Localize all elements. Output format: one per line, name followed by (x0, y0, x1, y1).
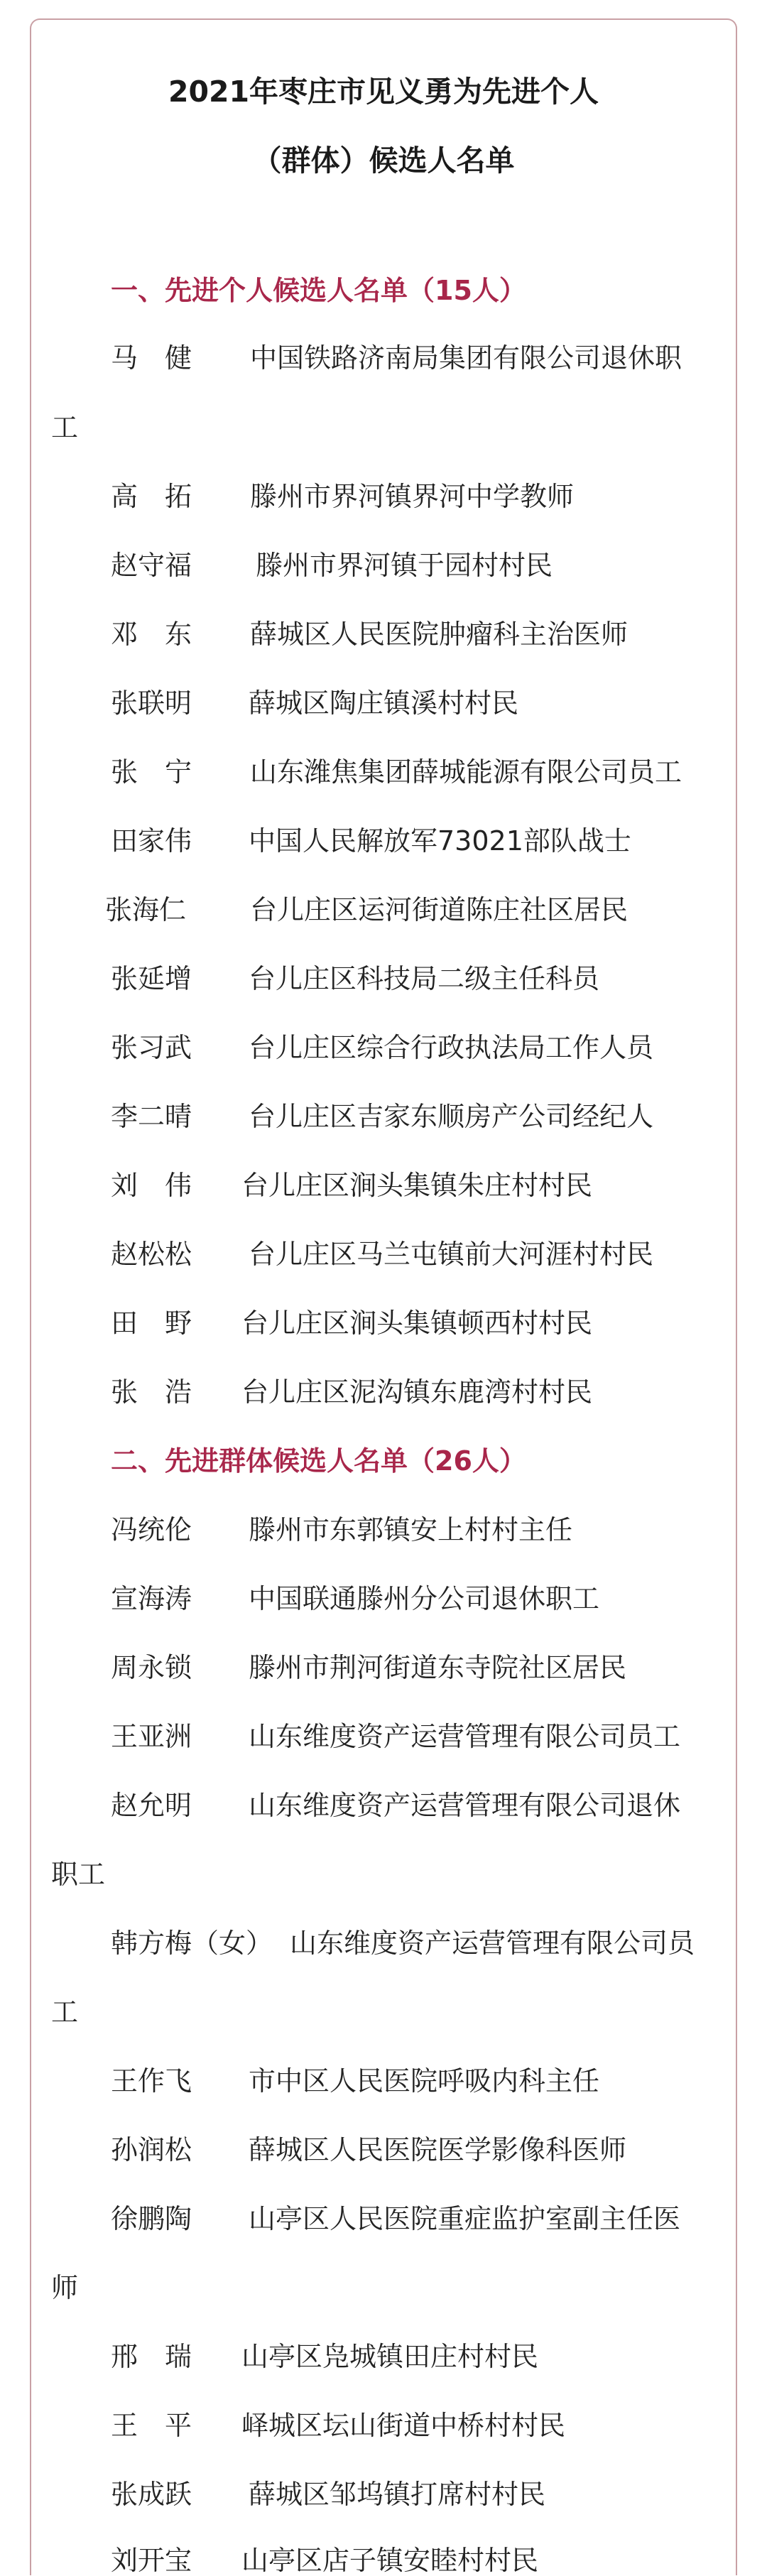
entry-desc: 山亭区凫城镇田庄村村民 (241, 2341, 539, 2372)
entry-desc: 薛城区人民医院肿瘤科主治医师 (250, 619, 629, 650)
entry-desc-continued: 工 (51, 1996, 79, 2028)
entry-desc: 中国铁路济南局集团有限公司退休职 (250, 342, 682, 374)
entry-name: 赵松松 (111, 1239, 192, 1270)
entry-name: 马 健 (111, 342, 192, 374)
entry-name: 张 浩 (111, 1376, 192, 1408)
entry-desc: 山亭区店子镇安睦村村民 (241, 2545, 539, 2576)
entry-desc: 滕州市东郭镇安上村村主任 (249, 1514, 573, 1545)
document-card (30, 18, 737, 2575)
entry-desc: 台儿庄区涧头集镇顿西村村民 (241, 1308, 593, 1339)
entry-name: 赵守福 (111, 550, 192, 581)
entry-name: 李二晴 (111, 1101, 192, 1132)
document-title-line1: 2021年枣庄市见义勇为先进个人 (168, 75, 599, 109)
entry-name: 赵允明 (111, 1790, 192, 1821)
entry-desc: 台儿庄区涧头集镇朱庄村村民 (241, 1170, 593, 1201)
entry-desc: 滕州市界河镇界河中学教师 (250, 481, 575, 512)
entry-name: 冯统伦 (111, 1514, 192, 1545)
entry-name: 刘 伟 (111, 1170, 192, 1201)
entry-desc: 滕州市界河镇于园村村民 (256, 550, 553, 581)
entry-desc: 薛城区人民医院医学影像科医师 (249, 2134, 627, 2165)
entry-name: 周永锁 (111, 1652, 192, 1683)
entry-name: 徐鹏陶 (111, 2203, 192, 2234)
entry-name: 张 宁 (111, 756, 192, 788)
entry-desc: 薛城区陶庄镇溪村村民 (249, 688, 519, 719)
entry-name: 张成跃 (111, 2479, 192, 2510)
entry-name: 张习武 (111, 1032, 192, 1063)
entry-name: 田 野 (111, 1308, 192, 1339)
section-heading-individuals: 一、先进个人候选人名单（15人） (111, 275, 526, 306)
section-heading-groups: 二、先进群体候选人名单（26人） (111, 1445, 526, 1477)
entry-name: 张延增 (111, 963, 192, 994)
entry-name: 韩方梅（女） (111, 1928, 273, 1959)
document-title-line2: （群体）候选人名单 (252, 143, 515, 178)
entry-name: 邢 瑞 (111, 2341, 192, 2372)
entry-desc-continued: 职工 (51, 1859, 106, 1890)
entry-desc: 中国联通滕州分公司退休职工 (249, 1583, 600, 1614)
entry-desc: 台儿庄区运河街道陈庄社区居民 (250, 894, 629, 925)
entry-desc-continued: 工 (51, 412, 79, 443)
entry-desc: 滕州市荆河街道东寺院社区居民 (249, 1652, 627, 1683)
entry-desc: 市中区人民医院呼吸内科主任 (249, 2065, 600, 2097)
entry-desc: 山东维度资产运营管理有限公司退休 (249, 1790, 681, 1821)
entry-desc: 台儿庄区马兰屯镇前大河涯村村民 (249, 1239, 654, 1270)
entry-name: 王亚洲 (111, 1721, 192, 1752)
entry-name: 王 平 (111, 2410, 192, 2441)
entry-desc: 薛城区邹坞镇打席村村民 (249, 2479, 546, 2510)
entry-desc: 台儿庄区综合行政执法局工作人员 (249, 1032, 654, 1063)
entry-desc: 山东维度资产运营管理有限公司员工 (249, 1721, 681, 1752)
entry-desc: 山东潍焦集团薛城能源有限公司员工 (250, 756, 682, 788)
entry-name: 张联明 (111, 688, 192, 719)
entry-name: 邓 东 (111, 619, 192, 650)
entry-name: 刘开宝 (111, 2545, 192, 2576)
entry-desc: 中国人民解放军73021部队战士 (249, 825, 631, 857)
entry-desc: 山东维度资产运营管理有限公司员 (290, 1928, 695, 1959)
entry-name: 高 拓 (111, 481, 192, 512)
entry-desc: 台儿庄区科技局二级主任科员 (249, 963, 600, 994)
entry-name: 田家伟 (111, 825, 192, 857)
entry-name: 张海仁 (105, 894, 187, 925)
entry-desc-continued: 师 (51, 2272, 79, 2303)
entry-desc: 峄城区坛山街道中桥村村民 (241, 2410, 566, 2441)
entry-name: 宣海涛 (111, 1583, 192, 1614)
entry-name: 孙润松 (111, 2134, 192, 2165)
entry-desc: 台儿庄区吉家东顺房产公司经纪人 (249, 1101, 654, 1132)
entry-desc: 台儿庄区泥沟镇东鹿湾村村民 (241, 1376, 593, 1408)
entry-name: 王作飞 (111, 2065, 192, 2097)
entry-desc: 山亭区人民医院重症监护室副主任医 (249, 2203, 681, 2234)
